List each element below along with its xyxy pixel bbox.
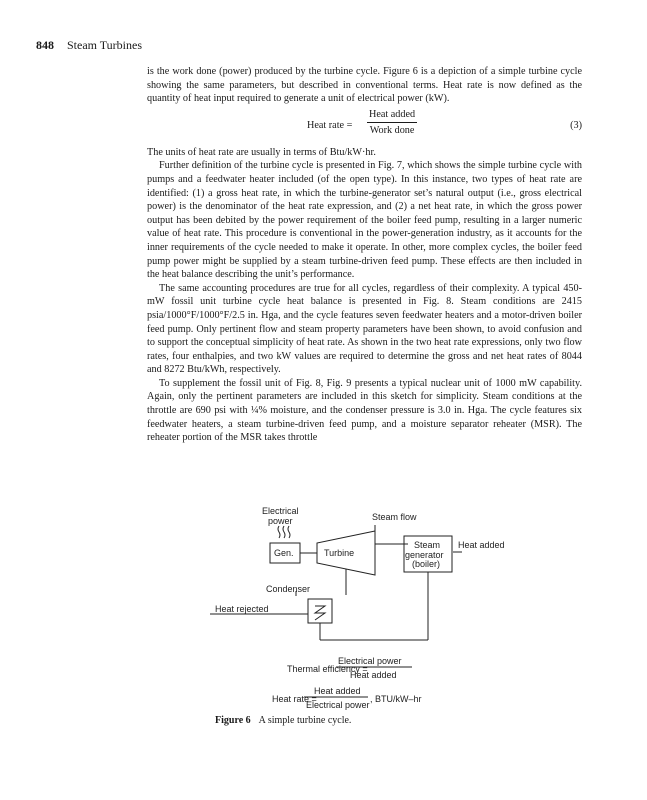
label-turbine: Turbine [324,548,355,558]
label-steam-flow: Steam flow [372,512,417,522]
figure-caption [215,715,351,726]
equation-numerator: Heat added [367,108,417,124]
running-title: Steam Turbines [67,38,143,52]
condenser-coil [315,606,325,620]
label-generator: generator [405,550,444,560]
label-condenser: Condenser [266,584,311,594]
paragraph-2: The units of heat rate are usually in terms of Btu/kW·hr. [147,146,376,158]
caption-text: A simple turbine cycle. [258,715,352,726]
label-gen: Gen. [274,548,294,558]
power-squiggle-2 [283,526,285,538]
label-thermal-efficiency-den: Heat added [350,670,397,680]
equation-3 [147,108,582,142]
label-steam: Steam [414,540,441,550]
body-text [147,65,582,445]
label-heat-rate: Heat rate = [272,694,317,704]
running-header [36,38,142,53]
label-thermal-efficiency-num: Electrical power [338,656,402,666]
figure-6 [200,500,505,730]
page-number: 848 [36,38,54,52]
label-power: power [268,516,293,526]
label-heat-rate-units: , BTU/kW–hr [370,694,422,704]
power-squiggle-1 [278,526,280,538]
label-heat-rate-num: Heat added [314,686,361,696]
label-heat-rejected: Heat rejected [215,604,269,614]
condenser-box [308,599,332,623]
paragraph-4: The same accounting procedures are true for all cycles, regardless of their complexity. A typical 450-mW fossil unit turbine cycle heat balance is presented in Fig. 8. Steam conditions are 2415 psia/1000°F/1000°F/2.5 in. Hga, and the cycle features seven feedwater heaters and a motor-driven boiler feed pump. Only pertinent flow and steam property parameters have been shown, to avoid confusion and to support the conceptual simplicity of heat rate. As shown in the two heat rate expressions, only two flow rates, four enthalpies, and two kW values are required to determine the gross and net heat rates of 8044 and 8272 Btu/kWh, respectively. [147,282,582,376]
label-thermal-efficiency: Thermal efficiency = [287,664,368,674]
turbine-cycle-diagram [200,500,505,730]
label-heat-rate-den: Electrical power [306,700,370,710]
equation-fraction [367,108,417,138]
label-boiler: (boiler) [412,559,441,569]
label-electrical: Electrical [262,506,299,516]
paragraph-5: To supplement the fossil unit of Fig. 8, Fig. 9 presents a typical nuclear unit of 1000 mW capability. Again, only the pertinent parameters are included in this sketch for simplicity. Steam conditions at the throttle are 690 psi with ¼% moisture, and the condenser pressure is 3.0 in. Hga. The cycle features six feedwater heaters, a steam turbine-driven feed pump, and a moisture separator reheater (MSR). The reheater portion of the MSR takes throttle [147,377,582,444]
paragraph-3: Further definition of the turbine cycle is presented in Fig. 7, which shows the simple turbine cycle with pumps and a feedwater heater included (of the open type). In this instance, two types of heat rate are identified: (1) a gross heat rate, in which the turbine-generator set’s natural output (i.e., gross electrical power) is the denominator of the heat rate expression, and (2) a net heat rate, in which the gross power output has been debited by the power requirement of the boiler feed pump, resulting in a larger numeric value of heat rate. This procedure is conventional in the power-generation industry, as it accounts for the inner requirements of the cycle needed to make it operate. In other, more complex cycles, the boiler feed pump power might be supplied by a steam turbine-driven feed pump. These effects are then included in the heat balance describing the unit’s performance. [147,160,582,281]
power-squiggle-3 [288,526,290,538]
equation-number: (3) [570,119,582,131]
equation-denominator: Work done [369,125,415,137]
label-heat-added: Heat added [458,540,505,550]
caption-label: Figure 6 [215,715,251,726]
equation-lhs: Heat rate = [307,119,353,131]
paragraph-1: is the work done (power) produced by the turbine cycle. Figure 6 is a depiction of a simple turbine cycle showing the same parameters, but described in conventional terms. Heat rate is now defined as the quantity of heat input required to generate a unit of electrical power (kW). [147,66,582,105]
